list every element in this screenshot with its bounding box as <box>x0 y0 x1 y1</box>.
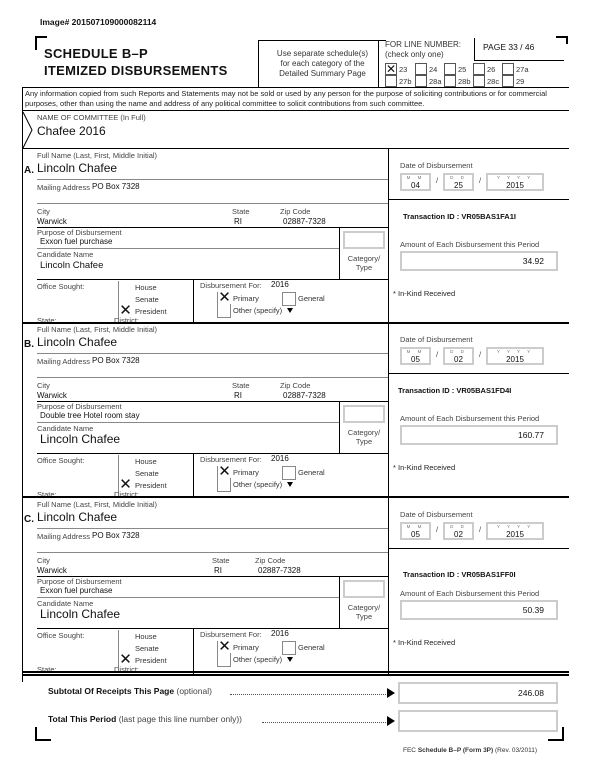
zip-value[interactable]: 02887-7328 <box>283 217 326 226</box>
category-type-field[interactable] <box>343 231 385 249</box>
memo-text: * In-Kind Received <box>393 638 456 647</box>
office-checkbox-president[interactable]: ✕ <box>119 651 132 668</box>
transaction-id: Transaction ID : VR05BAS1FF0I <box>403 570 516 579</box>
dropdown-triangle-icon[interactable] <box>287 657 293 662</box>
district-field-label: District: <box>114 490 139 499</box>
schedule-subtitle: ITEMIZED DISBURSEMENTS <box>44 63 228 78</box>
state-label: State <box>232 207 250 216</box>
category-type-label: Category/ Type <box>347 428 381 446</box>
office-sought-label: Office Sought: <box>37 456 85 465</box>
city-value[interactable]: Warwick <box>37 217 67 226</box>
zip-label: Zip Code <box>280 381 311 390</box>
district-field-label: District: <box>114 665 139 674</box>
total-label <box>48 714 242 724</box>
line-checkbox-25[interactable] <box>444 63 456 75</box>
category-type-field[interactable] <box>343 405 385 423</box>
transaction-id: Transaction ID : VR05BAS1FD4I <box>398 386 512 395</box>
date-separator: / <box>436 176 439 185</box>
office-option-label: House <box>135 283 157 292</box>
amount-field[interactable]: 160.77 <box>400 425 558 445</box>
line-label: 23 <box>399 65 408 74</box>
divider <box>388 373 569 374</box>
line-label: 24 <box>429 65 438 74</box>
date-label: Date of Disbursement <box>400 335 473 344</box>
divider <box>388 548 569 549</box>
line-label: 28c <box>487 77 500 86</box>
city-label: City <box>37 556 50 565</box>
entry-letter: B. <box>24 339 34 350</box>
header-divider <box>22 87 569 88</box>
date-label: Date of Disbursement <box>400 510 473 519</box>
date-month-field[interactable] <box>400 173 431 191</box>
date-value: 2015 <box>506 355 524 364</box>
disbursement-for-label: Disbursement For: <box>200 281 262 290</box>
line-checkbox-28b[interactable] <box>444 75 456 87</box>
purpose-label: Purpose of Disbursement <box>37 402 122 411</box>
date-value: 02 <box>454 530 463 539</box>
amount-field[interactable]: 34.92 <box>400 251 558 271</box>
entry-letter: A. <box>24 165 34 176</box>
candidate-name-label: Candidate Name <box>37 599 94 608</box>
candidate-name-value[interactable]: Lincoln Chafee <box>40 607 121 621</box>
office-option-label: President <box>135 656 167 665</box>
image-id: Image# 201507109000082114 <box>40 17 157 27</box>
footer-revision: (Rev. 03/2011) <box>495 747 538 754</box>
date-hint: M M <box>406 349 425 354</box>
candidate-name-value[interactable]: Lincoln Chafee <box>40 260 104 271</box>
divider <box>339 576 340 628</box>
candidate-name-label: Candidate Name <box>37 250 94 259</box>
office-option-label: Senate <box>135 644 159 653</box>
divider <box>22 674 569 676</box>
district-field-label: District: <box>114 316 139 325</box>
transaction-id: Transaction ID : VR05BAS1FA1I <box>403 212 516 221</box>
section-divider <box>22 496 569 498</box>
date-hint: D D <box>450 524 467 529</box>
date-value: 2015 <box>506 530 524 539</box>
primary-label: Primary <box>233 294 259 303</box>
memo-text: * In-Kind Received <box>393 463 456 472</box>
divider <box>22 110 569 111</box>
use-separate-note <box>258 40 386 87</box>
category-type-label: Category/ Type <box>347 254 381 272</box>
city-label: City <box>37 381 50 390</box>
date-year-field[interactable] <box>486 173 544 191</box>
divider <box>37 422 339 423</box>
other-specify-label: Other (specify) <box>233 306 293 315</box>
other-checkbox[interactable] <box>217 304 231 318</box>
state-value[interactable]: RI <box>234 217 242 226</box>
corner-mark-bottom-right <box>548 727 564 741</box>
section-divider <box>22 322 569 324</box>
disbursement-year[interactable]: 2016 <box>271 629 289 638</box>
dropdown-triangle-icon[interactable] <box>287 482 293 487</box>
purpose-value[interactable]: Double tree Hotel room stay <box>40 411 140 420</box>
full-name-label: Full Name (Last, First, Middle Initial) <box>37 325 158 334</box>
divider <box>193 453 194 496</box>
subtotal-rest: (optional) <box>176 686 212 696</box>
payee-name[interactable]: Lincoln Chafee <box>37 335 118 349</box>
column-divider <box>388 497 389 674</box>
primary-label: Primary <box>233 468 259 477</box>
state-field-label: State: <box>37 490 57 499</box>
corner-mark-bottom-left <box>35 727 51 741</box>
line-checkbox-27a[interactable] <box>502 63 514 75</box>
zip-value[interactable]: 02887-7328 <box>258 566 301 575</box>
leader-dots <box>262 722 386 723</box>
total-rest: (last page this line number only)) <box>118 714 243 724</box>
entry-letter: C. <box>24 514 34 525</box>
office-sought-label: Office Sought: <box>37 631 85 640</box>
primary-checkbox[interactable]: ✕ <box>218 638 231 655</box>
line-checkbox-26[interactable] <box>473 63 485 75</box>
state-field-label: State: <box>37 316 57 325</box>
line-checkbox-27b[interactable] <box>385 75 397 87</box>
label-line: (check only one) <box>385 50 444 59</box>
mailing-address-label: Mailing Address <box>37 357 90 366</box>
general-label: General <box>298 468 325 477</box>
line-label: 28b <box>458 77 471 86</box>
line-checkbox-23[interactable]: ✕ <box>386 62 397 76</box>
divider <box>388 199 569 200</box>
other-specify-label: Other (specify) <box>233 480 293 489</box>
date-label: Date of Disbursement <box>400 161 473 170</box>
office-sought-label: Office Sought: <box>37 282 85 291</box>
subtotal-label <box>48 686 212 696</box>
date-value: 05 <box>411 530 420 539</box>
general-checkbox[interactable] <box>282 466 296 480</box>
total-bold: Total This Period <box>48 714 117 724</box>
zip-label: Zip Code <box>255 556 286 565</box>
column-divider <box>388 322 389 496</box>
subtotal-bold: Subtotal Of Receipts This Page <box>48 686 175 696</box>
mailing-address-value[interactable]: PO Box 7328 <box>92 531 140 540</box>
mailing-address-value[interactable]: PO Box 7328 <box>92 356 140 365</box>
office-checkbox-president[interactable]: ✕ <box>119 476 132 493</box>
divider <box>37 628 388 629</box>
line-label: 29 <box>516 77 525 86</box>
mailing-address-label: Mailing Address <box>37 532 90 541</box>
total-amount[interactable] <box>398 710 558 732</box>
zip-value[interactable]: 02887-7328 <box>283 391 326 400</box>
disclaimer-text: Any information copied from such Reports and Statements may not be sold or used by any person for the purpose of soliciting contributions or for commercial purposes, other than using the name and address of any political committee to solicit contributions from such committee. <box>25 89 547 108</box>
disbursement-for-label: Disbursement For: <box>200 630 262 639</box>
line-checkbox-28c[interactable] <box>473 75 485 87</box>
arrow-icon <box>387 688 395 698</box>
subtotal-amount[interactable]: 246.08 <box>398 682 558 704</box>
divider <box>37 353 388 354</box>
divider <box>193 279 194 322</box>
other-checkbox[interactable] <box>217 478 231 492</box>
date-hint: M M <box>406 175 425 180</box>
full-name-label: Full Name (Last, First, Middle Initial) <box>37 151 158 160</box>
mailing-address-label: Mailing Address <box>37 183 90 192</box>
memo-text: * In-Kind Received <box>393 289 456 298</box>
line-label: 27b <box>399 77 412 86</box>
office-option-label: President <box>135 481 167 490</box>
disbursement-year[interactable]: 2016 <box>271 280 289 289</box>
state-label: State <box>212 556 230 565</box>
date-year-field[interactable] <box>486 522 544 540</box>
date-day-field[interactable] <box>443 522 474 540</box>
note-line: for each category of the <box>280 59 365 68</box>
divider <box>339 401 340 453</box>
primary-checkbox[interactable]: ✕ <box>218 463 231 480</box>
date-month-field[interactable] <box>400 347 431 365</box>
date-hint: Y Y Y Y <box>496 175 534 180</box>
divider <box>37 279 388 280</box>
committee-name[interactable]: Chafee 2016 <box>37 124 106 138</box>
label-line: FOR LINE NUMBER: <box>385 40 462 49</box>
office-option-label: Senate <box>135 469 159 478</box>
footer-form-name: Schedule B–P (Form 3P) <box>417 747 494 754</box>
date-hint: Y Y Y Y <box>496 524 534 529</box>
note-line: Detailed Summary Page <box>279 69 366 78</box>
date-separator: / <box>436 525 439 534</box>
purpose-label: Purpose of Disbursement <box>37 228 122 237</box>
date-day-field[interactable] <box>443 173 474 191</box>
purpose-value[interactable]: Exxon fuel purchase <box>40 586 113 595</box>
form-left-border <box>22 87 23 682</box>
section-divider <box>22 671 569 673</box>
office-option-label: House <box>135 457 157 466</box>
office-option-label: President <box>135 307 167 316</box>
arrow-icon <box>387 716 395 726</box>
payee-name[interactable]: Lincoln Chafee <box>37 161 118 175</box>
date-value: 04 <box>411 181 420 190</box>
state-field-label: State: <box>37 665 57 674</box>
amount-label: Amount of Each Disbursement this Period <box>400 589 540 598</box>
divider <box>22 148 569 149</box>
leader-dots <box>230 694 386 695</box>
amount-field[interactable]: 50.39 <box>400 600 558 620</box>
purpose-value[interactable]: Exxon fuel purchase <box>40 237 113 246</box>
divider <box>339 227 340 279</box>
amount-label: Amount of Each Disbursement this Period <box>400 240 540 249</box>
city-value[interactable]: Warwick <box>37 391 67 400</box>
general-checkbox[interactable] <box>282 641 296 655</box>
dropdown-triangle-icon[interactable] <box>287 308 293 313</box>
category-type-label: Category/ Type <box>347 603 381 621</box>
general-checkbox[interactable] <box>282 292 296 306</box>
date-month-field[interactable] <box>400 522 431 540</box>
amount-label: Amount of Each Disbursement this Period <box>400 414 540 423</box>
form-footer <box>403 747 537 754</box>
date-value: 05 <box>411 355 420 364</box>
committee-chevron-icon <box>22 110 34 150</box>
office-checkbox-president[interactable]: ✕ <box>119 302 132 319</box>
line-checkbox-29[interactable] <box>502 75 514 87</box>
date-value: 25 <box>454 181 463 190</box>
line-label: 25 <box>458 65 467 74</box>
category-type-field[interactable] <box>343 580 385 598</box>
date-hint: D D <box>450 349 467 354</box>
divider <box>37 248 339 249</box>
candidate-name-label: Candidate Name <box>37 424 94 433</box>
primary-label: Primary <box>233 643 259 652</box>
committee-label: NAME OF COMMITTEE (In Full) <box>37 113 146 122</box>
general-label: General <box>298 643 325 652</box>
divider <box>193 628 194 674</box>
state-value[interactable]: RI <box>234 391 242 400</box>
state-value[interactable]: RI <box>214 566 222 575</box>
date-separator: / <box>479 176 482 185</box>
purpose-label: Purpose of Disbursement <box>37 577 122 586</box>
divider <box>37 552 388 553</box>
divider <box>37 203 388 204</box>
candidate-name-value[interactable]: Lincoln Chafee <box>40 432 121 446</box>
city-label: City <box>37 207 50 216</box>
full-name-label: Full Name (Last, First, Middle Initial) <box>37 500 158 509</box>
date-hint: Y Y Y Y <box>496 349 534 354</box>
date-hint: D D <box>450 175 467 180</box>
date-value: 2015 <box>506 181 524 190</box>
divider <box>37 179 388 180</box>
note-line: Use separate schedule(s) <box>276 49 369 58</box>
divider <box>37 597 339 598</box>
divider <box>37 528 388 529</box>
divider <box>37 453 388 454</box>
date-day-field[interactable] <box>443 347 474 365</box>
disbursement-for-label: Disbursement For: <box>200 455 262 464</box>
payee-name[interactable]: Lincoln Chafee <box>37 510 118 524</box>
line-checkbox-28a[interactable] <box>415 75 427 87</box>
date-separator: / <box>479 525 482 534</box>
office-option-label: House <box>135 632 157 641</box>
other-checkbox[interactable] <box>217 653 231 667</box>
city-value[interactable]: Warwick <box>37 566 67 575</box>
zip-label: Zip Code <box>280 207 311 216</box>
line-number-label <box>385 40 461 60</box>
date-value: 02 <box>454 355 463 364</box>
disbursement-year[interactable]: 2016 <box>271 454 289 463</box>
divider <box>37 377 388 378</box>
other-specify-label: Other (specify) <box>233 655 293 664</box>
line-label: 27a <box>516 65 529 74</box>
column-divider <box>388 148 389 322</box>
mailing-address-value[interactable]: PO Box 7328 <box>92 182 140 191</box>
line-label: 28a <box>429 77 442 86</box>
page-number: PAGE 33 / 46 <box>474 38 564 61</box>
date-hint: M M <box>406 524 425 529</box>
general-label: General <box>298 294 325 303</box>
date-separator: / <box>479 350 482 359</box>
line-checkbox-24[interactable] <box>415 63 427 75</box>
primary-checkbox[interactable]: ✕ <box>218 289 231 306</box>
line-label: 26 <box>487 65 496 74</box>
footer-pre: FEC <box>403 747 416 754</box>
date-year-field[interactable] <box>486 347 544 365</box>
schedule-title: SCHEDULE B–P <box>44 46 149 61</box>
office-option-label: Senate <box>135 295 159 304</box>
state-label: State <box>232 381 250 390</box>
date-separator: / <box>436 350 439 359</box>
